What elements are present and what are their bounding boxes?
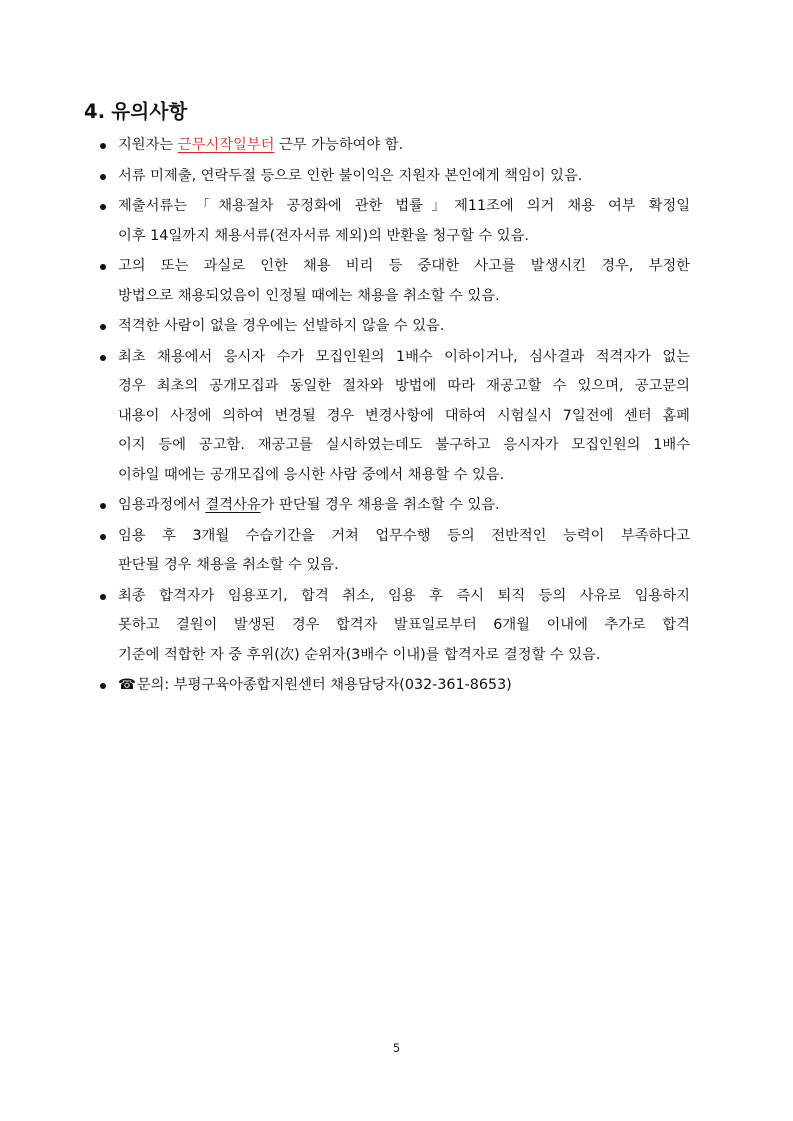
list-item: 고의 또는 과실로 인한 채용 비리 등 중대한 사고를 발생시킨 경우, 부정한 방법으로 채용되었음이 인정될 때에는 채용을 취소할 수 있음. bbox=[98, 252, 690, 311]
bullet-icon bbox=[100, 143, 106, 149]
list-item: 적격한 사람이 없을 경우에는 선발하지 않을 수 있음. bbox=[98, 312, 690, 342]
list-item: 임용과정에서 결격사유가 판단될 경우 채용을 취소할 수 있음. bbox=[98, 491, 690, 521]
bullet-icon bbox=[100, 264, 106, 270]
bullet-icon bbox=[100, 683, 106, 689]
bullet-icon bbox=[100, 174, 106, 180]
list-item: 임용 후 3개월 수습기간을 거쳐 업무수행 등의 전반적인 능력이 부족하다고 판단될 경우 채용을 취소할 수 있음. bbox=[98, 522, 690, 581]
section-title: 유의사항 bbox=[111, 100, 188, 123]
list-item bbox=[98, 671, 690, 701]
bullet-icon bbox=[100, 503, 106, 509]
list-item: 최초 채용에서 응시자 수가 모집인원의 1배수 이하이거나, 심사결과 적격자가 없는 경우 최초의 공개모집과 동일한 절차와 방법에 따라 재공고할 수 있으며, 공고문의 내용이 사정에 의하여 변경될 경우 변경사항에 대하여 시험실시 7일전에 센터 홈페 이지 등에 공고함. 재공고를 실시하였는데도 불구하고 응시자가 모집인원의 1배수 이하일 때에는 공개모집에 응시한 사람 중에서 채용할 수 있음. bbox=[98, 343, 690, 491]
bullet-icon bbox=[100, 204, 106, 210]
bullet-icon bbox=[100, 355, 106, 361]
bullet-icon bbox=[100, 324, 106, 330]
list-item: 최종 합격자가 임용포기, 합격 취소, 임용 후 즉시 퇴직 등의 사유로 임용하지 못하고 결원이 발생된 경우 합격자 발표일로부터 6개월 이내에 추가로 합격 기준에 적합한 자 중 후위(次) 순위자(3배수 이내)를 합격자로 결정할 수 있음. bbox=[98, 582, 690, 671]
disqualification-underlined: 결격사유 bbox=[205, 497, 261, 513]
notice-list bbox=[98, 131, 690, 702]
section-number: 4. bbox=[84, 100, 106, 123]
list-item: 서류 미제출, 연락두절 등으로 인한 불이익은 지원자 본인에게 책임이 있음. bbox=[98, 162, 690, 192]
telephone-icon: ☎ bbox=[118, 677, 136, 693]
start-date-highlight: 근무시작일부터 bbox=[177, 137, 275, 153]
list-item: 제출서류는「채용절차 공정화에 관한 법률」제11조에 의거 채용 여부 확정일 이후 14일까지 채용서류(전자서류 제외)의 반환을 청구할 수 있음. bbox=[98, 192, 690, 251]
bullet-icon bbox=[100, 534, 106, 540]
page-number: 5 bbox=[392, 1041, 401, 1055]
list-item: 지원자는 근무시작일부터 근무 가능하여야 함. bbox=[98, 131, 690, 161]
bullet-icon bbox=[100, 594, 106, 600]
contact-info: 문의: 부평구육아종합지원센터 채용담당자(032-361-8653) bbox=[136, 677, 512, 693]
section-heading bbox=[84, 98, 188, 126]
